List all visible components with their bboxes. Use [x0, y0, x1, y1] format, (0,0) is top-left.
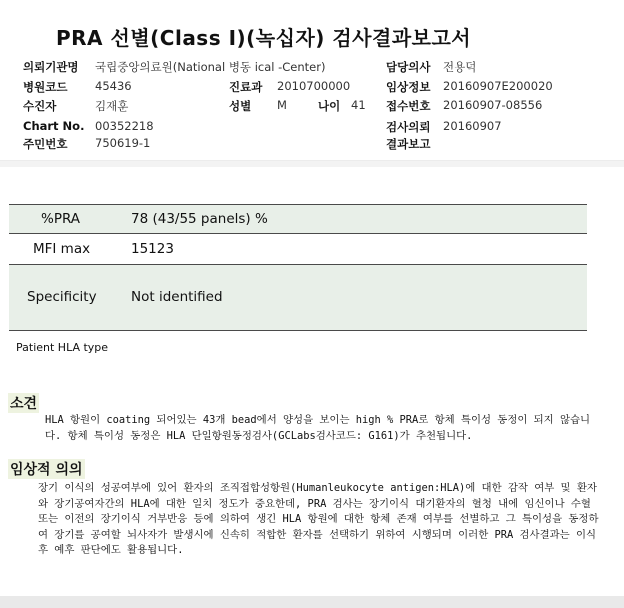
- pra-label: %PRA: [41, 211, 81, 227]
- doctor-label: 담당의사: [386, 60, 431, 74]
- resident-no-value: 750619-1: [95, 136, 151, 150]
- report-title: PRA 선별(Class I)(녹십자) 검사결과보고서: [56, 26, 472, 50]
- hospital-code-value: 45436: [95, 79, 132, 93]
- receipt-label: 접수번호: [386, 99, 431, 113]
- bottom-bar: [0, 596, 624, 608]
- clinical-heading: 임상적 의의: [8, 459, 85, 479]
- receipt-value: 20160907-08556: [443, 98, 543, 112]
- age-value: 41: [351, 98, 366, 112]
- pra-value: 78 (43/55 panels) %: [131, 211, 268, 227]
- opinion-text: HLA 항원이 coating 되어있는 43개 bead에서 양성을 보이는 high % PRA로 항체 특이성 동정이 되지 않습니다. 항체 특이성 동정은 HLA 단일항원동정검사(GCLabs검사코드: G161)가 추천됩니다.: [45, 414, 591, 442]
- chart-no-label: Chart No.: [23, 119, 85, 133]
- section-divider: [0, 160, 624, 167]
- opinion-heading: 소견: [8, 393, 39, 413]
- report-date-label: 결과보고: [386, 137, 431, 151]
- results-rule-1: [9, 233, 587, 234]
- test-date-value: 20160907: [443, 119, 502, 133]
- clinical-info-value: 20160907E200020: [443, 79, 553, 93]
- patient-value: 김재훈: [95, 99, 129, 113]
- mfi-value: 15123: [131, 241, 174, 257]
- sex-label: 성별: [229, 99, 252, 113]
- age-label: 나이: [318, 99, 341, 113]
- specificity-value: Not identified: [131, 289, 223, 305]
- clinical-text: 장기 이식의 성공여부에 있어 환자의 조직접합성항원(Humanleukocyte antigen:HLA)에 대한 감작 여부 및 환자와 장기공여자간의 HLA에 대한 일치 정도가 중요한데, PRA 검사는 장기이식 대기환자의 혈청 내에 임신이나 수혈 또는 이전의 장기이식 거부반응 등에 의하여 생긴 HLA 항원에 대한 항체 존재 여부를 선별하고 그 특이성을 동정하여 장기를 공여할 뇌사자가 발생시에 신속히 적합한 환자를 선택하기 위하여 시행되며 이러한 PRA 검사결과는 이식 후 예후 판단에도 활용됩니다.: [38, 482, 599, 557]
- sex-value: M: [277, 98, 287, 112]
- patient-hla-label: Patient HLA type: [16, 341, 109, 354]
- resident-no-label: 주민번호: [23, 137, 68, 151]
- patient-label: 수진자: [23, 99, 57, 113]
- clinical-info-label: 임상정보: [386, 80, 431, 94]
- pra-row: [9, 205, 587, 233]
- results-bottom-rule: [9, 330, 587, 331]
- doctor-value: 전용덕: [443, 60, 477, 74]
- test-date-label: 검사의뢰: [386, 120, 431, 134]
- dept-label: 진료과: [229, 80, 263, 94]
- hospital-code-label: 병원코드: [23, 80, 68, 94]
- chart-no-value: 00352218: [95, 119, 154, 133]
- specificity-label: Specificity: [27, 289, 97, 305]
- institution-label: 의뢰기관명: [23, 60, 79, 74]
- institution-value: 국립중앙의료원(National 병동 ical -Center): [95, 60, 326, 74]
- mfi-label: MFI max: [33, 241, 91, 257]
- dept-value: 2010700000: [277, 79, 351, 93]
